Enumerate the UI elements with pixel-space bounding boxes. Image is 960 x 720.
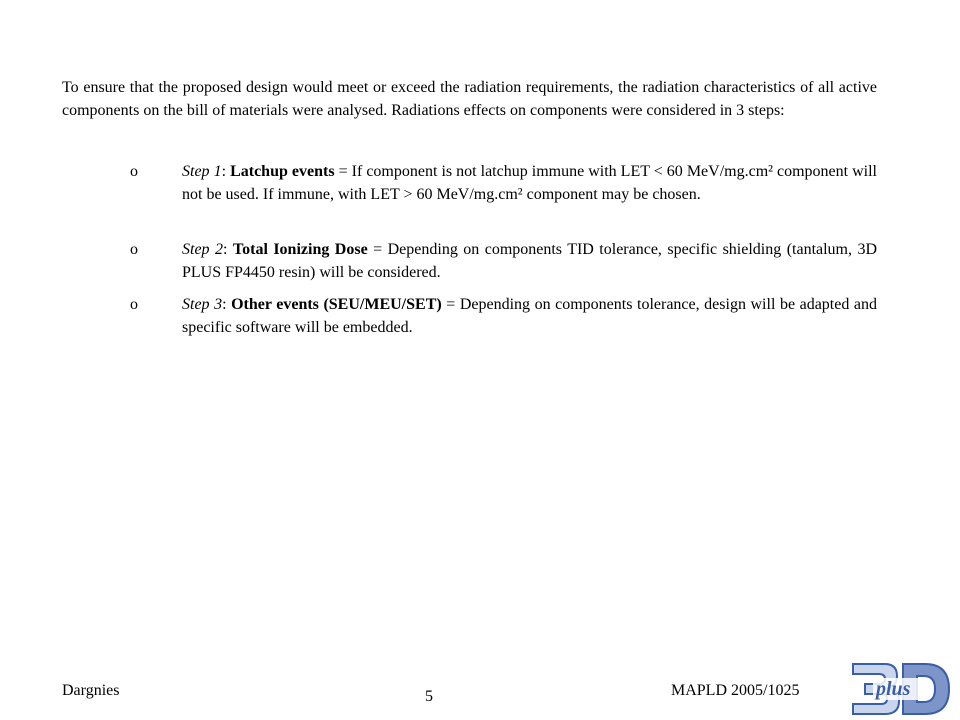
- step-description: = Depending on components tolerance, design will be adapted and specific software will be embedded.: [182, 296, 878, 336]
- bullet-marker: o: [130, 296, 138, 313]
- step-title: Other events (SEU/MEU/SET): [231, 296, 442, 313]
- step-label: Step 3: [182, 296, 223, 313]
- intro-paragraph: To ensure that the proposed design would meet or exceed the radiation requirements, the radiation characteristics of all active components on the bill of materials were analysed. Radiations effects on components were considered in 3 steps:: [62, 79, 877, 119]
- footer-reference: MAPLD 2005/1025: [671, 682, 800, 699]
- step-3-text: [182, 293, 877, 339]
- 3d-plus-logo: [845, 658, 955, 720]
- page-number: 5: [425, 688, 433, 705]
- step-label: Step 2: [182, 241, 223, 258]
- step-colon: :: [223, 241, 233, 258]
- step-2-text: [182, 238, 877, 284]
- step-description: = If component is not latchup immune with LET < 60 MeV/mg.cm² component will not be used. If immune, with LET > 60 MeV/mg.cm² component may be chosen.: [182, 163, 877, 203]
- bullet-marker: o: [130, 241, 138, 258]
- step-colon: :: [222, 296, 232, 313]
- bullet-marker: o: [130, 163, 138, 180]
- step-description: = Depending on components TID tolerance, specific shielding (tantalum, 3D PLUS FP4450 resin) will be considered.: [182, 241, 878, 281]
- step-title: Latchup events: [230, 163, 335, 180]
- footer-author: Dargnies: [62, 682, 120, 699]
- logo-plus-text: plus: [876, 678, 911, 700]
- step-label: Step 1: [182, 163, 222, 180]
- step-title: Total Ionizing Dose: [232, 241, 368, 258]
- step-1-text: [182, 160, 877, 206]
- step-colon: :: [221, 163, 231, 180]
